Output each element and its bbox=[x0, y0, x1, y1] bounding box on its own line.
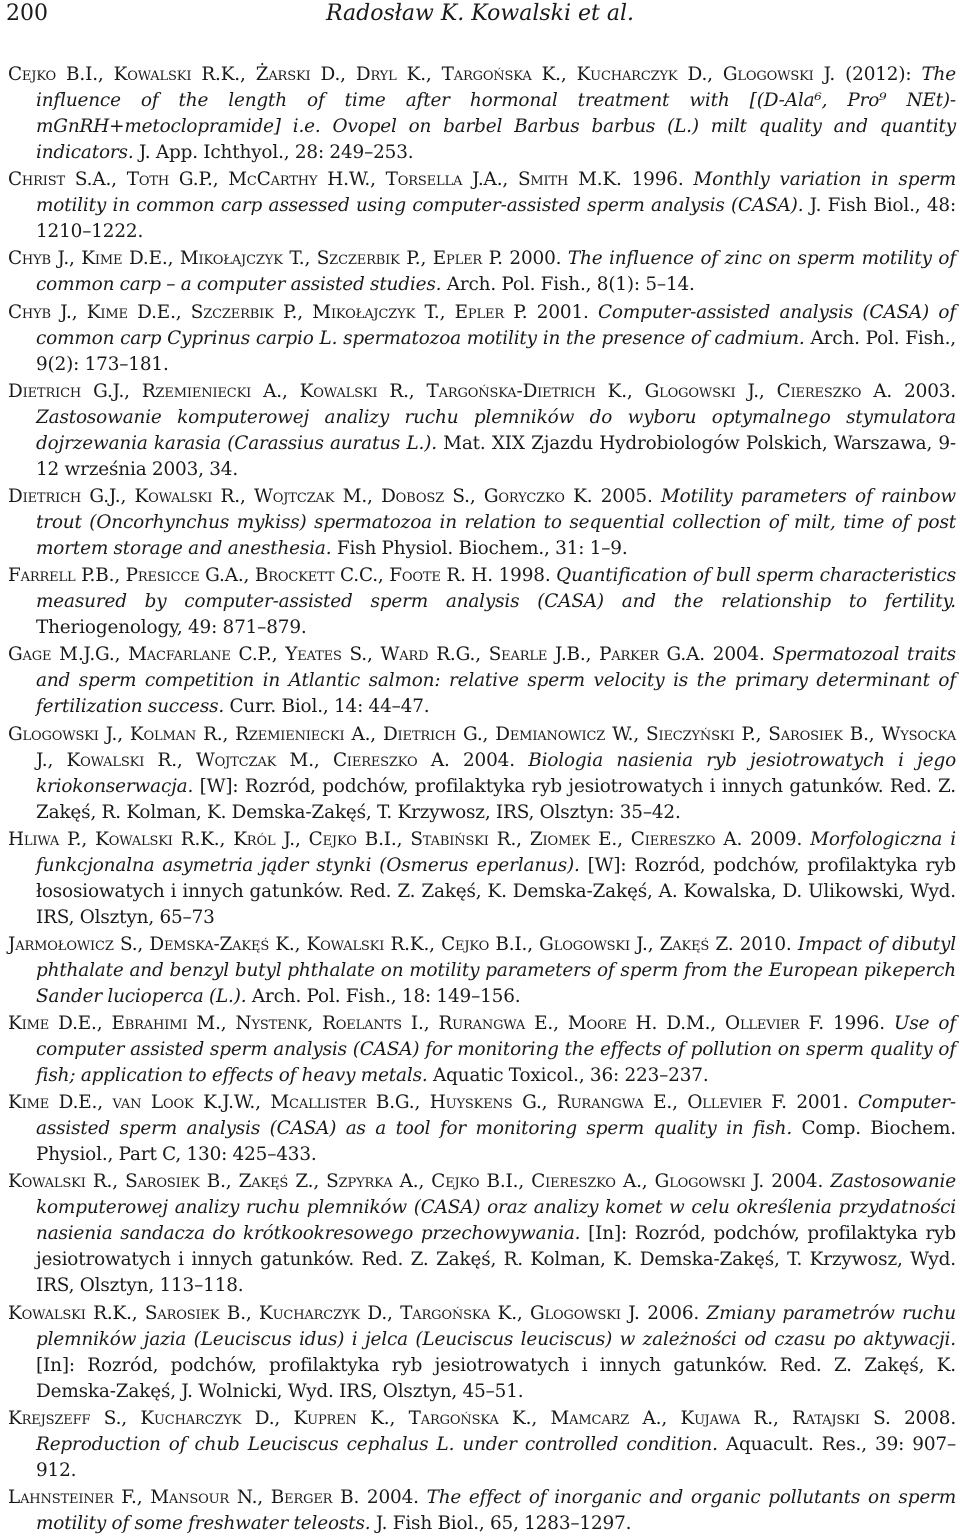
reference-source: J. App. Ichthyol., 28: 249–253. bbox=[133, 142, 414, 163]
reference-year: 1996. bbox=[823, 1013, 894, 1035]
reference-entry bbox=[8, 1169, 956, 1299]
reference-year: 2004. bbox=[764, 1171, 831, 1193]
reference-authors: Dietrich G.J., Kowalski R., Wojtczak M., Dobosz S., Goryczko K. bbox=[8, 485, 593, 507]
reference-authors: Kime D.E., Ebrahimi M., Nystenk, Roelants I., Rurangwa E., Moore H. D.M., Ollevier F. bbox=[8, 1013, 824, 1035]
reference-title: Zastosowanie komputerowej analizy ruchu plemników (CASA) oraz analizy komet w celu określenia przydatności nasienia sandacza do krótkookresowego przechowywania. bbox=[36, 1171, 956, 1245]
reference-title: Impact of dibutyl phthalate and benzyl butyl phthalate on motility parameters of sperm from the European pikeperch Sander lucioperca (L.). bbox=[36, 933, 956, 1007]
reference-authors: Glogowski J., Kolman R., Rzemieniecki A., Dietrich G., Demianowicz W., Sieczyński P., Sarosiek B., Wysocka J., Kowalski R., Wojtczak M., Ciereszko A. bbox=[8, 723, 956, 771]
reference-source: Arch. Pol. Fish., 8(1): 5–14. bbox=[441, 274, 695, 296]
reference-entry bbox=[8, 827, 956, 931]
reference-title: Computer-assisted analysis (CASA) of common carp Cyprinus carpio L. spermatozoa motility in the presence of cadmium. bbox=[36, 301, 956, 349]
reference-source: Mat. XIX Zjazdu Hydrobiologów Polskich, Warszawa, 9-12 września 2003, 34. bbox=[36, 432, 956, 480]
reference-title: Quantification of bull sperm characteristics measured by computer-assisted sperm analysis (CASA) and the relationship to fertility. bbox=[36, 565, 956, 613]
reference-authors: Hliwa P., Kowalski R.K., Król J., Cejko B.I., Stabiński R., Ziomek E., Ciereszko A. bbox=[8, 828, 743, 850]
reference-entry bbox=[8, 1090, 956, 1168]
reference-source: Curr. Biol., 14: 44–47. bbox=[224, 696, 430, 718]
reference-year: 2004. bbox=[449, 749, 529, 771]
reference-year: 2001. bbox=[786, 1092, 858, 1114]
reference-entry bbox=[8, 300, 956, 378]
reference-source: Comp. Biochem. Physiol., Part C, 130: 425–433. bbox=[36, 1118, 956, 1166]
reference-source: [W]: Rozród, podchów, profilaktyka ryb łososiowatych i innych gatunków. Red. Z. Zakęś, K. Demska-Zakęś, A. Kowalska, D. Ulikowski, Wyd. IRS, Olsztyn, 65–73 bbox=[36, 854, 957, 928]
reference-title: Motility parameters of rainbow trout (Oncorhynchus mykiss) spermatozoa in relation to sequential collection of milt, time of post mortem storage and anesthesia. bbox=[36, 485, 956, 559]
reference-year: 2000. bbox=[502, 248, 568, 270]
reference-year: 2003. bbox=[892, 380, 956, 402]
reference-title: The effect of inorganic and organic pollutants on sperm motility of some freshwater teleosts. bbox=[36, 1487, 956, 1534]
reference-authors: Kowalski R., Sarosiek B., Zakęś Z., Szpyrka A., Cejko B.I., Ciereszko A., Glogowski J. bbox=[8, 1171, 765, 1193]
reference-year: (2012): bbox=[835, 64, 922, 85]
reference-entry bbox=[8, 722, 956, 826]
reference-year: 1998. bbox=[493, 565, 557, 587]
reference-source: Theriogenology, 49: 871–879. bbox=[36, 617, 307, 639]
reference-authors: Dietrich G.J., Rzemieniecki A., Kowalski R., Targońska-Dietrich K., Glogowski J., Ciereszko A. bbox=[8, 380, 893, 402]
reference-entry bbox=[8, 1485, 956, 1537]
reference-source: Arch. Pol. Fish., 9(2): 173–181. bbox=[36, 327, 956, 375]
reference-entry bbox=[8, 1011, 956, 1089]
reference-authors: Farrell P.B., Presicce G.A., Brockett C.C., Foote R. H. bbox=[8, 565, 493, 587]
reference-list bbox=[8, 62, 956, 1538]
page-header bbox=[6, 0, 954, 30]
reference-year: 2001. bbox=[527, 301, 599, 323]
reference-year: 2006. bbox=[639, 1302, 707, 1324]
reference-entry bbox=[8, 1406, 956, 1484]
reference-authors: Chyb J., Kime D.E., Szczerbik P., Mikołajczyk T., Epler P. bbox=[8, 301, 528, 323]
reference-title: Morfologiczna i funkcjonalna asymetria jąder stynki (Osmerus eperlanus). bbox=[36, 828, 956, 876]
reference-year: 2004. bbox=[359, 1487, 427, 1508]
reference-authors: Kime D.E., van Look K.J.W., Mcallister B.G., Huyskens G., Rurangwa E., Ollevier F. bbox=[8, 1092, 787, 1114]
reference-year: 2004. bbox=[704, 644, 773, 666]
reference-title: The influence of the length of time after hormonal treatment with [(D-Ala⁶, Pro⁹ NEt)-mGnRH+metoclopramide] i.e. Ovopel on barbel Barbus barbus (L.) milt quality and quantity indicators. bbox=[36, 64, 956, 163]
reference-title: Monthly variation in sperm motility in common carp assessed using computer-assisted sperm analysis (CASA). bbox=[36, 169, 956, 217]
reference-title: Reproduction of chub Leuciscus cephalus L. under controlled condition. bbox=[36, 1433, 718, 1455]
reference-year: 2005. bbox=[592, 485, 661, 507]
reference-authors: Lahnsteiner F., Mansour N., Berger B. bbox=[8, 1487, 360, 1508]
reference-year: 2009. bbox=[742, 828, 811, 850]
reference-authors: Jarmołowicz S., Demska-Zakęś K., Kowalski R.K., Cejko B.I., Glogowski J., Zakęś Z. bbox=[8, 933, 734, 955]
reference-source: Aquatic Toxicol., 36: 223–237. bbox=[427, 1065, 709, 1087]
reference-entry bbox=[8, 932, 956, 1010]
reference-entry bbox=[8, 62, 956, 166]
reference-authors: Christ S.A., Toth G.P., McCarthy H.W., Torsella J.A., Smith M.K. bbox=[8, 169, 622, 191]
reference-entry bbox=[8, 484, 956, 562]
reference-source: Fish Physiol. Biochem., 31: 1–9. bbox=[331, 537, 628, 559]
reference-source: [In]: Rozród, podchów, profilaktyka ryb jesiotrowatych i innych gatunków. Red. Z. Zakęś, R. Kolman, K. Demska-Zakęś, T. Krzywosz, Wyd. IRS, Olsztyn, 113–118. bbox=[36, 1223, 956, 1297]
reference-year: 2010. bbox=[733, 933, 798, 955]
reference-source: J. Fish Biol., 65, 1283–1297. bbox=[370, 1513, 632, 1534]
reference-authors: Gage M.J.G., Macfarlane C.P., Yeates S., Ward R.G., Searle J.B., Parker G.A. bbox=[8, 644, 705, 666]
reference-entry bbox=[8, 642, 956, 720]
reference-title: Use of computer assisted sperm analysis (CASA) for monitoring the effects of pollution on sperm quality of fish; application to effects of heavy metals. bbox=[36, 1013, 956, 1087]
reference-authors: Chyb J., Kime D.E., Mikołajczyk T., Szczerbik P., Epler P. bbox=[8, 248, 503, 270]
reference-source: Aquacult. Res., 39: 907–912. bbox=[36, 1433, 956, 1481]
reference-entry bbox=[8, 167, 956, 245]
reference-title: The influence of zinc on sperm motility of common carp – a computer assisted studies. bbox=[36, 248, 956, 296]
reference-entry bbox=[8, 1301, 956, 1405]
reference-year: 2008. bbox=[890, 1407, 957, 1429]
reference-entry bbox=[8, 379, 956, 483]
reference-title: Computer-assisted sperm analysis (CASA) as a tool for monitoring sperm quality in fish. bbox=[36, 1092, 956, 1140]
reference-source: Arch. Pol. Fish., 18: 149–156. bbox=[246, 985, 521, 1007]
reference-title: Biologia nasienia ryb jesiotrowatych i jego kriokonserwacja. bbox=[36, 749, 956, 797]
reference-entry bbox=[8, 246, 956, 298]
reference-authors: Kowalski R.K., Sarosiek B., Kucharczyk D., Targońska K., Glogowski J. bbox=[8, 1302, 640, 1324]
reference-title: Zastosowanie komputerowej analizy ruchu plemników do wyboru optymalnego stymulatora dojrzewania karasia (Carassius auratus L.). bbox=[36, 406, 956, 454]
running-title: Radosław K. Kowalski et al. bbox=[325, 1, 635, 26]
reference-year: 1996. bbox=[621, 169, 694, 191]
reference-source: [In]: Rozród, podchów, profilaktyka ryb jesiotrowatych i innych gatunków. Red. Z. Zakęś, K. Demska-Zakęś, J. Wolnicki, Wyd. IRS, Olsztyn, 45–51. bbox=[36, 1354, 956, 1402]
page-number: 200 bbox=[6, 1, 48, 26]
reference-title: Zmiany parametrów ruchu plemników jazia (Leuciscus idus) i jelca (Leuciscus leuciscus) w zależności od czasu po aktywacji. bbox=[36, 1302, 956, 1350]
reference-title: Spermatozoal traits and sperm competition in Atlantic salmon: relative sperm velocity is the primary determinant of fertilization success. bbox=[36, 644, 956, 718]
reference-entry bbox=[8, 563, 956, 641]
reference-authors: Krejszeff S., Kucharczyk D., Kupren K., Targońska K., Mamcarz A., Kujawa R., Ratajski S. bbox=[8, 1407, 891, 1429]
reference-source: [W]: Rozród, podchów, profilaktyka ryb jesiotrowatych i innych gatunków. Red. Z. Zakęś, R. Kolman, K. Demska-Zakęś, T. Krzywosz, IRS, Olsztyn: 35–42. bbox=[36, 775, 956, 823]
reference-source: J. Fish Biol., 48: 1210–1222. bbox=[36, 195, 956, 243]
reference-authors: Cejko B.I., Kowalski R.K., Żarski D., Dryl K., Targońska K., Kucharczyk D., Glogowski J. bbox=[8, 64, 836, 85]
